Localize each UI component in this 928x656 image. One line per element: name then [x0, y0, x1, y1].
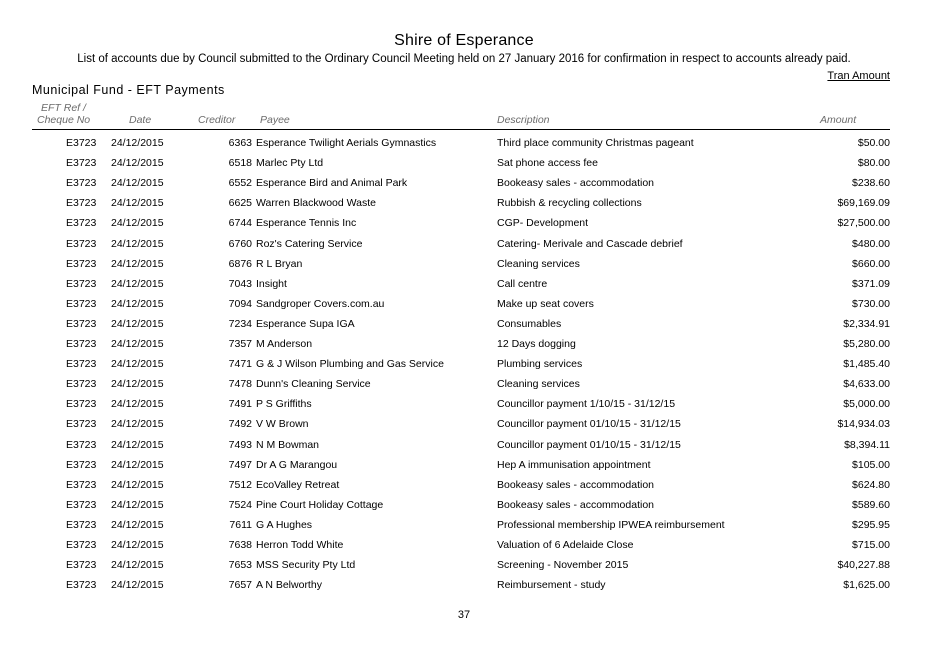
table-row [0, 435, 928, 455]
date-cell: 24/12/2015 [111, 257, 164, 270]
amount-cell: $371.09 [852, 277, 890, 290]
description-cell: Bookeasy sales - accommodation [497, 177, 654, 190]
eft-ref-cell: E3723 [66, 177, 97, 190]
date-cell: 24/12/2015 [111, 579, 164, 592]
amount-cell: $5,000.00 [843, 398, 890, 411]
table-row [0, 555, 928, 575]
description-cell: Bookeasy sales - accommodation [497, 478, 654, 491]
amount-cell: $4,633.00 [843, 378, 890, 391]
amount-cell: $14,934.03 [837, 418, 890, 431]
creditor-cell: 7478 [228, 378, 252, 391]
amount-cell: $660.00 [852, 257, 890, 270]
table-row [0, 133, 928, 153]
description-cell: Hep A immunisation appointment [497, 458, 651, 471]
description-cell: Reimbursement - study [497, 579, 606, 592]
table-row [0, 173, 928, 193]
date-cell: 24/12/2015 [111, 217, 164, 230]
eft-ref-cell: E3723 [66, 498, 97, 511]
eft-ref-cell: E3723 [66, 137, 97, 149]
date-cell: 24/12/2015 [111, 338, 164, 350]
creditor-cell: 7512 [228, 478, 252, 491]
eft-ref-cell: E3723 [66, 358, 97, 371]
payee-cell: N M Bowman [256, 438, 320, 451]
date-cell: 24/12/2015 [111, 458, 164, 471]
payee-cell: G & J Wilson Plumbing and Gas Service [256, 358, 444, 371]
eft-ref-cell: E3723 [66, 378, 97, 391]
description-cell: Councillor payment 01/10/15 - 31/12/15 [497, 438, 681, 451]
payee-cell: Sandgroper Covers.com.au [256, 297, 385, 310]
date-cell: 24/12/2015 [111, 177, 164, 190]
column-header-description: Description [497, 114, 550, 126]
payee-cell: Esperance Twilight Aerials Gymnastics [256, 137, 437, 149]
date-cell: 24/12/2015 [111, 317, 164, 330]
date-cell: 24/12/2015 [111, 378, 164, 391]
fund-title: Municipal Fund - EFT Payments [32, 83, 225, 97]
description-cell: Make up seat covers [497, 297, 594, 310]
date-cell: 24/12/2015 [111, 358, 164, 371]
description-cell: Third place community Christmas pageant [497, 137, 694, 149]
eft-ref-cell: E3723 [66, 257, 97, 270]
description-cell: Rubbish & recycling collections [497, 197, 642, 210]
creditor-cell: 7611 [229, 518, 252, 531]
column-header-payee: Payee [260, 114, 290, 126]
payee-cell: Dunn's Cleaning Service [256, 378, 371, 391]
payee-cell: MSS Security Pty Ltd [256, 559, 356, 572]
description-cell: Call centre [497, 277, 548, 290]
amount-cell: $50.00 [857, 137, 890, 149]
date-cell: 24/12/2015 [111, 498, 164, 511]
date-cell: 24/12/2015 [111, 237, 164, 250]
amount-cell: $5,280.00 [843, 338, 890, 350]
amount-cell: $1,625.00 [843, 579, 890, 592]
payee-cell: P S Griffiths [256, 398, 312, 411]
creditor-cell: 7234 [228, 317, 252, 330]
creditor-cell: 7471 [228, 358, 252, 371]
amount-cell: $238.60 [852, 177, 890, 190]
creditor-cell: 6363 [228, 137, 252, 149]
creditor-cell: 6625 [228, 197, 252, 210]
creditor-cell: 7357 [228, 338, 252, 350]
payee-cell: Insight [256, 277, 287, 290]
creditor-cell: 7043 [228, 277, 252, 290]
creditor-cell: 7497 [228, 458, 252, 471]
amount-cell: $69,169.09 [837, 197, 890, 210]
eft-ref-cell: E3723 [66, 478, 97, 491]
payee-cell: Warren Blackwood Waste [256, 197, 377, 210]
amount-cell: $105.00 [852, 458, 890, 471]
eft-ref-cell: E3723 [66, 438, 97, 451]
column-header-creditor: Creditor [198, 114, 236, 126]
description-cell: Valuation of 6 Adelaide Close [497, 539, 634, 551]
column-header-date: Date [129, 114, 152, 126]
eft-ref-cell: E3723 [66, 297, 97, 310]
creditor-cell: 7491 [228, 398, 252, 411]
eft-ref-cell: E3723 [66, 518, 97, 531]
creditor-cell: 7492 [228, 418, 252, 431]
column-header-ref-line2: Cheque No [37, 114, 91, 126]
payee-cell: M Anderson [256, 338, 313, 350]
payee-cell: Esperance Bird and Animal Park [256, 177, 408, 190]
description-cell: Bookeasy sales - accommodation [497, 498, 654, 511]
creditor-cell: 6744 [228, 217, 252, 230]
date-cell: 24/12/2015 [111, 438, 164, 451]
eft-ref-cell: E3723 [66, 317, 97, 330]
table-row [0, 394, 928, 414]
date-cell: 24/12/2015 [111, 559, 164, 572]
amount-cell: $624.80 [852, 478, 890, 491]
payee-cell: Roz's Catering Service [256, 237, 363, 250]
payee-cell: Pine Court Holiday Cottage [256, 498, 384, 511]
date-cell: 24/12/2015 [111, 297, 164, 310]
table-row [0, 294, 928, 314]
report-title: Shire of Esperance [394, 32, 534, 49]
amount-cell: $295.95 [852, 518, 890, 531]
creditor-cell: 6552 [228, 177, 252, 190]
report-subtitle: List of accounts due by Council submitted to the Ordinary Council Meeting held on 27 January 2016 for confirmation in respect to accounts already paid. [77, 53, 851, 65]
date-cell: 24/12/2015 [111, 197, 164, 210]
table-row [0, 193, 928, 213]
creditor-cell: 7094 [228, 297, 252, 310]
payee-cell: Esperance Tennis Inc [256, 217, 357, 230]
creditor-cell: 6518 [228, 157, 252, 170]
amount-cell: $80.00 [857, 157, 890, 170]
description-cell: Consumables [497, 317, 562, 330]
date-cell: 24/12/2015 [111, 518, 164, 531]
table-row [0, 234, 928, 254]
amount-cell: $715.00 [852, 539, 890, 551]
amount-cell: $730.00 [852, 297, 890, 310]
description-cell: Plumbing services [497, 358, 583, 371]
amount-cell: $480.00 [852, 237, 890, 250]
payee-cell: R L Bryan [256, 257, 303, 270]
table-row [0, 354, 928, 374]
header-rule [32, 129, 890, 130]
date-cell: 24/12/2015 [111, 398, 164, 411]
payee-cell: Marlec Pty Ltd [256, 157, 324, 170]
eft-ref-cell: E3723 [66, 277, 97, 290]
description-cell: Cleaning services [497, 257, 580, 270]
table-row [0, 535, 928, 555]
description-cell: Professional membership IPWEA reimbursement [497, 518, 725, 531]
eft-ref-cell: E3723 [66, 217, 97, 230]
eft-ref-cell: E3723 [66, 579, 97, 592]
amount-cell: $589.60 [852, 498, 890, 511]
column-header-amount: Amount [820, 114, 857, 126]
description-cell: Catering- Merivale and Cascade debrief [497, 237, 683, 250]
description-cell: CGP- Development [497, 217, 589, 230]
description-cell: Screening - November 2015 [497, 559, 629, 572]
creditor-cell: 7653 [228, 559, 252, 572]
date-cell: 24/12/2015 [111, 418, 164, 431]
amount-cell: $2,334.91 [843, 317, 890, 330]
creditor-cell: 6760 [228, 237, 252, 250]
amount-cell: $1,485.40 [843, 358, 890, 371]
date-cell: 24/12/2015 [111, 137, 164, 149]
description-cell: Councillor payment 01/10/15 - 31/12/15 [497, 418, 681, 431]
eft-ref-cell: E3723 [66, 338, 97, 350]
eft-ref-cell: E3723 [66, 418, 97, 431]
table-row [0, 515, 928, 535]
payee-cell: G A Hughes [256, 518, 313, 531]
date-cell: 24/12/2015 [111, 277, 164, 290]
table-row [0, 274, 928, 294]
payee-cell: A N Belworthy [256, 579, 322, 592]
eft-ref-cell: E3723 [66, 539, 97, 551]
amount-cell: $40,227.88 [837, 559, 890, 572]
eft-ref-cell: E3723 [66, 458, 97, 471]
amount-cell: $8,394.11 [844, 438, 890, 451]
column-header-ref-line1: EFT Ref / [41, 102, 86, 114]
description-cell: 12 Days dogging [497, 338, 576, 350]
eft-ref-cell: E3723 [66, 197, 97, 210]
description-cell: Cleaning services [497, 378, 580, 391]
table-row [0, 153, 928, 173]
eft-ref-cell: E3723 [66, 157, 97, 170]
eft-ref-cell: E3723 [66, 237, 97, 250]
payee-cell: V W Brown [256, 418, 309, 431]
date-cell: 24/12/2015 [111, 157, 164, 170]
creditor-cell: 7638 [228, 539, 252, 551]
eft-ref-cell: E3723 [66, 559, 97, 572]
table-row [0, 254, 928, 274]
amount-cell: $27,500.00 [837, 217, 890, 230]
eft-ref-cell: E3723 [66, 398, 97, 411]
table-row [0, 374, 928, 394]
date-cell: 24/12/2015 [111, 539, 164, 551]
table-row [0, 314, 928, 334]
table-row [0, 575, 928, 595]
payee-cell: Dr A G Marangou [256, 458, 338, 471]
table-row [0, 475, 928, 495]
table-row [0, 334, 928, 354]
table-row [0, 495, 928, 515]
payee-cell: Esperance Supa IGA [256, 317, 355, 330]
creditor-cell: 7657 [228, 579, 252, 592]
page-number: 37 [457, 609, 471, 621]
table-row [0, 455, 928, 475]
tran-amount-label: Tran Amount [827, 70, 890, 82]
creditor-cell: 7524 [228, 498, 252, 511]
table-row [0, 213, 928, 233]
table-row [0, 414, 928, 434]
creditor-cell: 6876 [228, 257, 252, 270]
description-cell: Councillor payment 1/10/15 - 31/12/15 [497, 398, 676, 411]
payee-cell: Herron Todd White [256, 539, 344, 551]
creditor-cell: 7493 [228, 438, 252, 451]
date-cell: 24/12/2015 [111, 478, 164, 491]
payee-cell: EcoValley Retreat [256, 478, 340, 491]
description-cell: Sat phone access fee [497, 157, 598, 170]
